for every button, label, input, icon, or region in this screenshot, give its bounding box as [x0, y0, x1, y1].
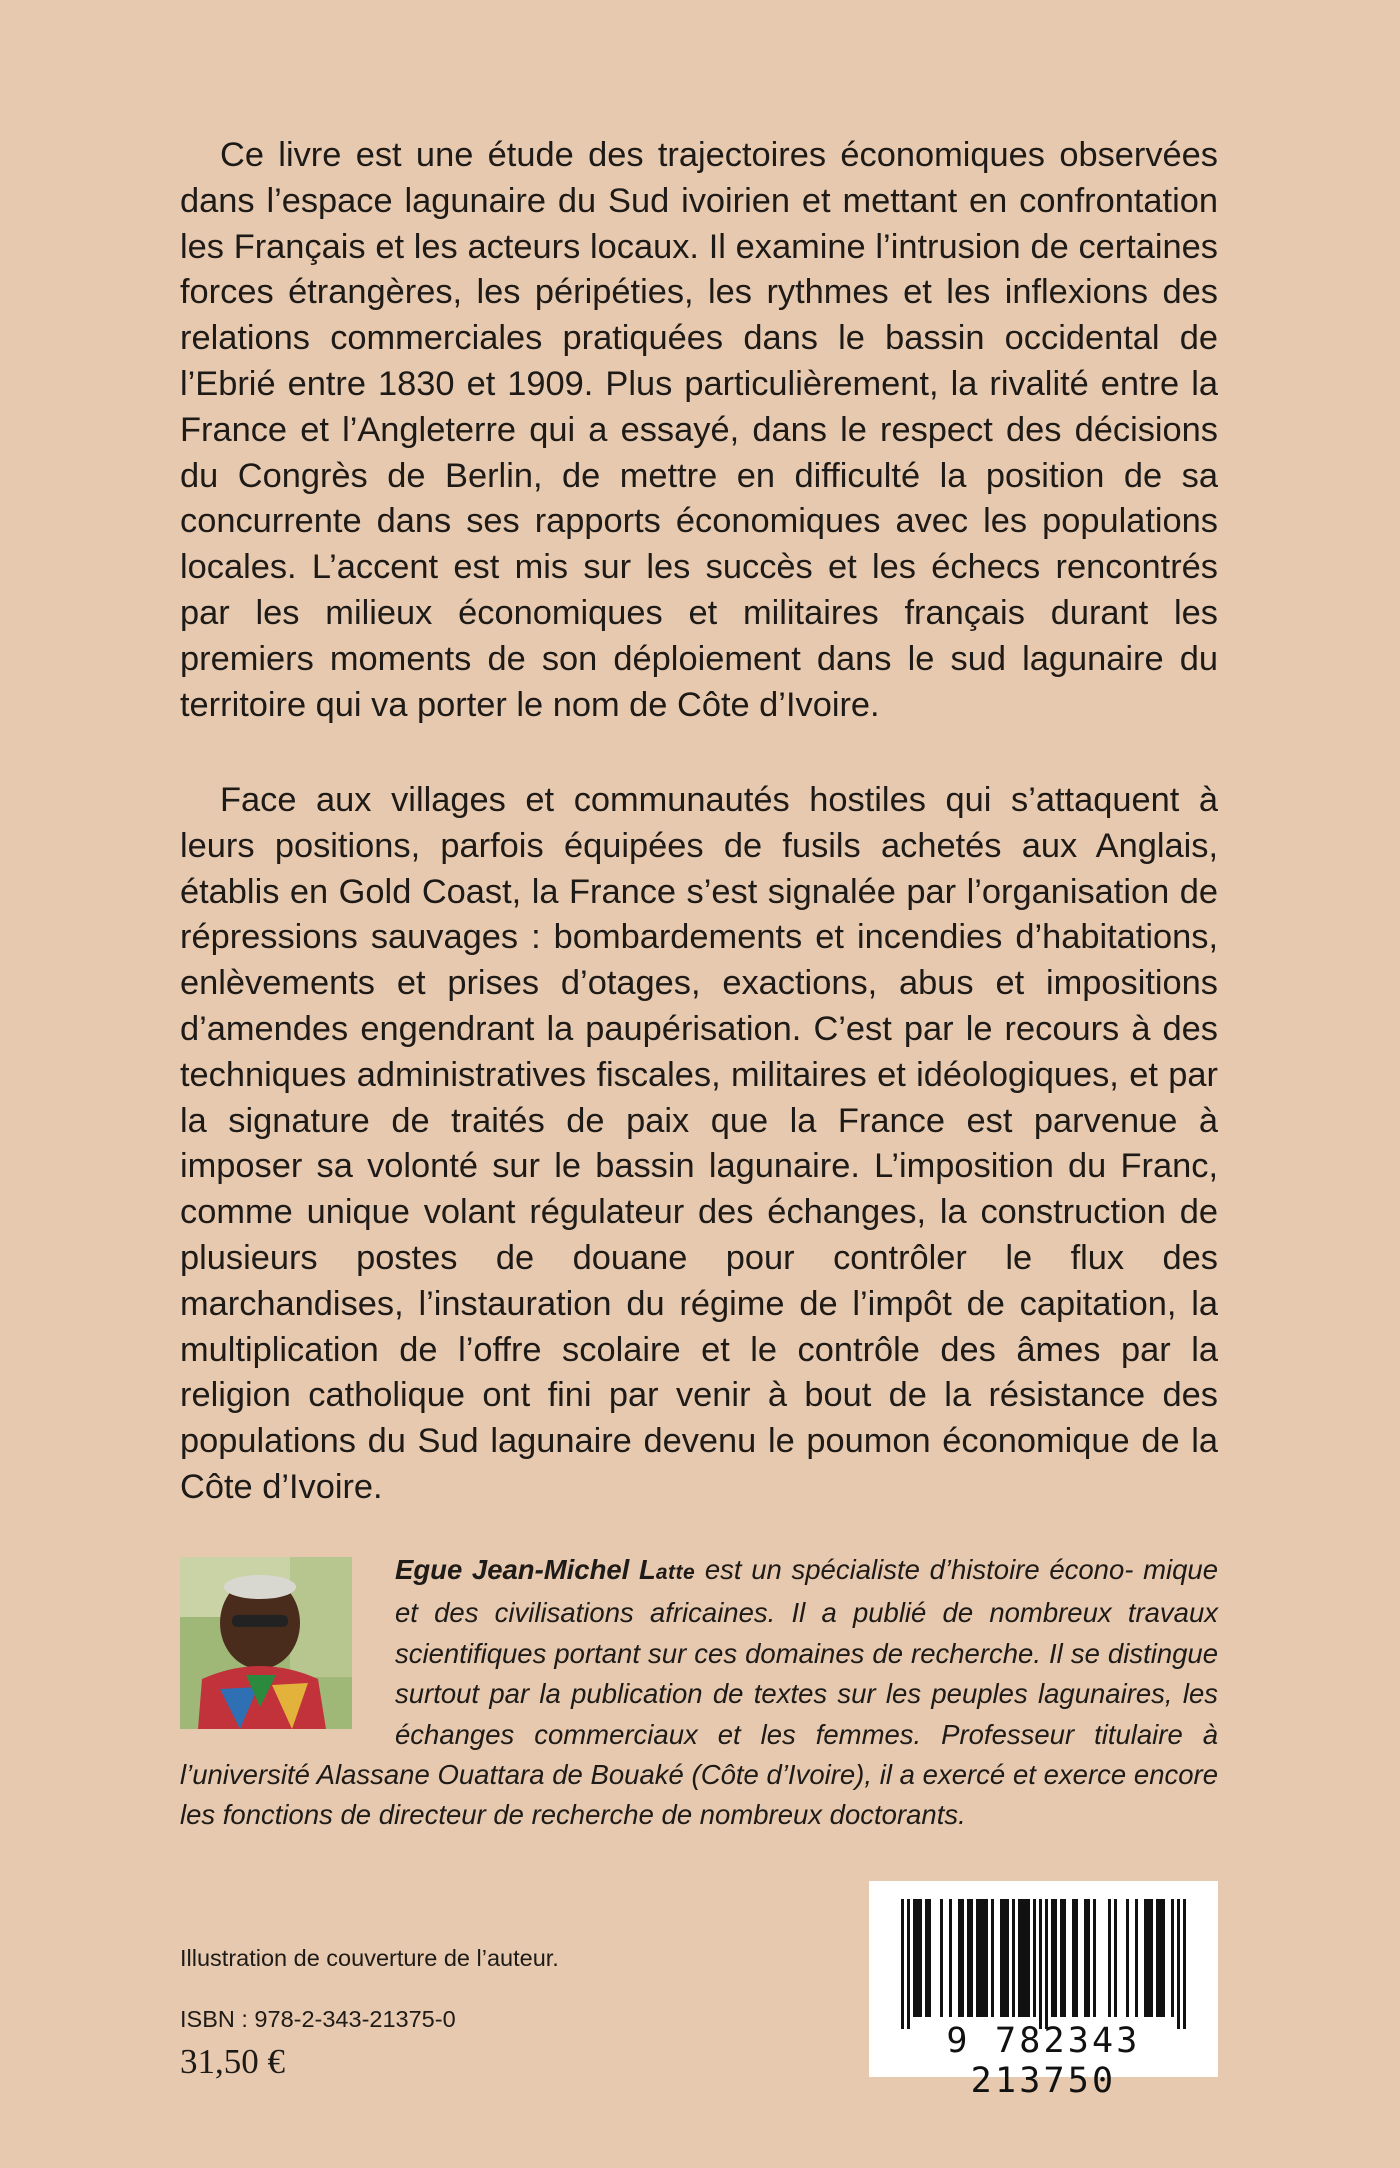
- blurb-paragraph-2: [180, 778, 1218, 1511]
- barcode-bar: [1108, 1899, 1111, 2017]
- blurb-paragraph-2-text: Face aux villages et communautés hostiles qui s’attaquent à leurs positions, parfois équipées de fusils achetés aux Anglais, établis en Gold Coast, la France s’est signalée par l’organisation de répressions sauvages : bombardements et incendies d’habitations, enlèvements et prises d’otages, exactions, abus et impositions d’amendes engendrant la paupérisation. C’est par le recours à des techniques administratives fiscales, militaires et idéologiques, et par la signature de traités de paix que la France est parvenue à imposer sa volonté sur le bassin lagunaire. L’imposition du Franc, comme unique volant régulateur des échanges, la construction de plusieurs postes de douane pour contrôler le flux des marchandises, l’instauration du régime de l’impôt de capitation, la multiplication de l’offre scolaire et le contrôle des âmes par la religion catholique ont fini par venir à bout de la résistance des populations du Sud lagunaire devenu le poumon économique de la Côte d’Ivoire.: [180, 781, 1218, 1506]
- barcode-bar: [967, 1899, 970, 2017]
- barcode-bar: [1018, 1899, 1021, 2017]
- barcode-bar: [1171, 1899, 1174, 2017]
- blurb-paragraph-1: [180, 133, 1218, 728]
- author-surname-rest: atte: [655, 1561, 696, 1584]
- barcode-bar: [961, 1899, 964, 2017]
- barcode-bar: [958, 1899, 961, 2017]
- barcode-bar: [982, 1899, 985, 2017]
- barcode-bar: [1012, 1899, 1015, 2017]
- barcode-bar: [916, 1899, 919, 2017]
- barcode-bar: [925, 1899, 928, 2017]
- barcode-bar: [913, 1899, 916, 2017]
- barcode-bar: [1075, 1899, 1078, 2017]
- barcode-bar: [1177, 1899, 1180, 2029]
- barcode-bar: [1045, 1899, 1048, 2029]
- barcode-bar: [970, 1899, 973, 2017]
- isbn: ISBN : 978-2-343-21375-0: [180, 2006, 456, 2032]
- barcode-bar: [1006, 1899, 1009, 2017]
- barcode-bar: [985, 1899, 988, 2017]
- barcode-bar: [940, 1899, 943, 2017]
- barcode-bar: [1003, 1899, 1006, 2017]
- barcode-bar: [1150, 1899, 1153, 2017]
- barcode-bar: [1162, 1899, 1165, 2017]
- barcode-bar: [1063, 1899, 1066, 2017]
- barcode-bar: [949, 1899, 952, 2017]
- barcode-bar: [1051, 1899, 1054, 2017]
- barcode-bar: [991, 1899, 994, 2017]
- barcode-bar: [1084, 1899, 1087, 2017]
- barcode-bar: [1072, 1899, 1075, 2017]
- barcode-bar: [907, 1899, 910, 2029]
- barcode-bar: [1144, 1899, 1147, 2017]
- barcode-bar: [1114, 1899, 1117, 2017]
- barcode-bar: [1027, 1899, 1030, 2017]
- author-first-names: Egue Jean-Michel: [395, 1554, 630, 1585]
- barcode-digits: 9 782343 213750: [946, 2021, 1141, 2101]
- barcode-bar: [1054, 1899, 1057, 2017]
- barcode-bar: [901, 1899, 904, 2029]
- barcode-bar: [1156, 1899, 1159, 2017]
- barcode-bar: [1093, 1899, 1096, 2017]
- barcode-bar: [1060, 1899, 1063, 2017]
- barcode-bar: [1183, 1899, 1186, 2029]
- barcode: [869, 1881, 1218, 2101]
- barcode-bar: [1147, 1899, 1150, 2017]
- author-bio-text: est un spécialiste d’histoire écono- mique et des civilisations africaines. Il a publié de nombreux travaux scientifiques portant sur ces domaines de recherche. Il se distingue surtout par la publication de textes sur les peuples lagunaires, les échanges commerciaux et les femmes. Professeur titulaire à l’université Alassane Ouattara de Bouaké (Côte d’Ivoire), il a exercé et exerce encore les fonctions de directeur de recherche de nombreux doctorants.: [180, 1554, 1218, 1831]
- barcode-bar: [1021, 1899, 1024, 2017]
- author-bio: [180, 1550, 1218, 1836]
- barcode-bar: [1024, 1899, 1027, 2017]
- author-name: [395, 1554, 695, 1585]
- barcode-bar: [1126, 1899, 1129, 2017]
- barcode-bar: [979, 1899, 982, 2017]
- barcode-bar: [1033, 1899, 1036, 2017]
- price: 31,50 €: [180, 2042, 285, 2081]
- barcode-bar: [1000, 1899, 1003, 2017]
- illustration-credit: Illustration de couverture de l’auteur.: [180, 1945, 559, 1971]
- barcode-bar: [919, 1899, 922, 2017]
- barcode-bar: [1135, 1899, 1138, 2017]
- barcode-bar: [1087, 1899, 1090, 2017]
- barcode-bar: [976, 1899, 979, 2017]
- author-surname-initial: L: [639, 1554, 656, 1585]
- barcode-bar: [1159, 1899, 1162, 2017]
- barcode-bar: [928, 1899, 931, 2017]
- barcode-bar: [1039, 1899, 1042, 2029]
- blurb-paragraph-1-text: Ce livre est une étude des trajectoires économiques observées dans l’espace lagunaire du Sud ivoirien et mettant en confrontation les Français et les acteurs locaux. Il examine l’intrusion de certaines forces étrangères, les péripéties, les rythmes et les inflexions des relations commerciales pratiquées dans le bassin occidental de l’Ebrié entre 1830 et 1909. Plus particulièrement, la rivalité entre la France et l’Angleterre qui a essayé, dans le respect des décisions du Congrès de Berlin, de mettre en difficulté la position de sa concurrente dans ses rapports économiques avec les populations locales. L’accent est mis sur les succès et les échecs rencontrés par les milieux économiques et militaires français durant les premiers moments de son déploiement dans le sud lagunaire du territoire qui va porter le nom de Côte d’Ivoire.: [180, 136, 1218, 724]
